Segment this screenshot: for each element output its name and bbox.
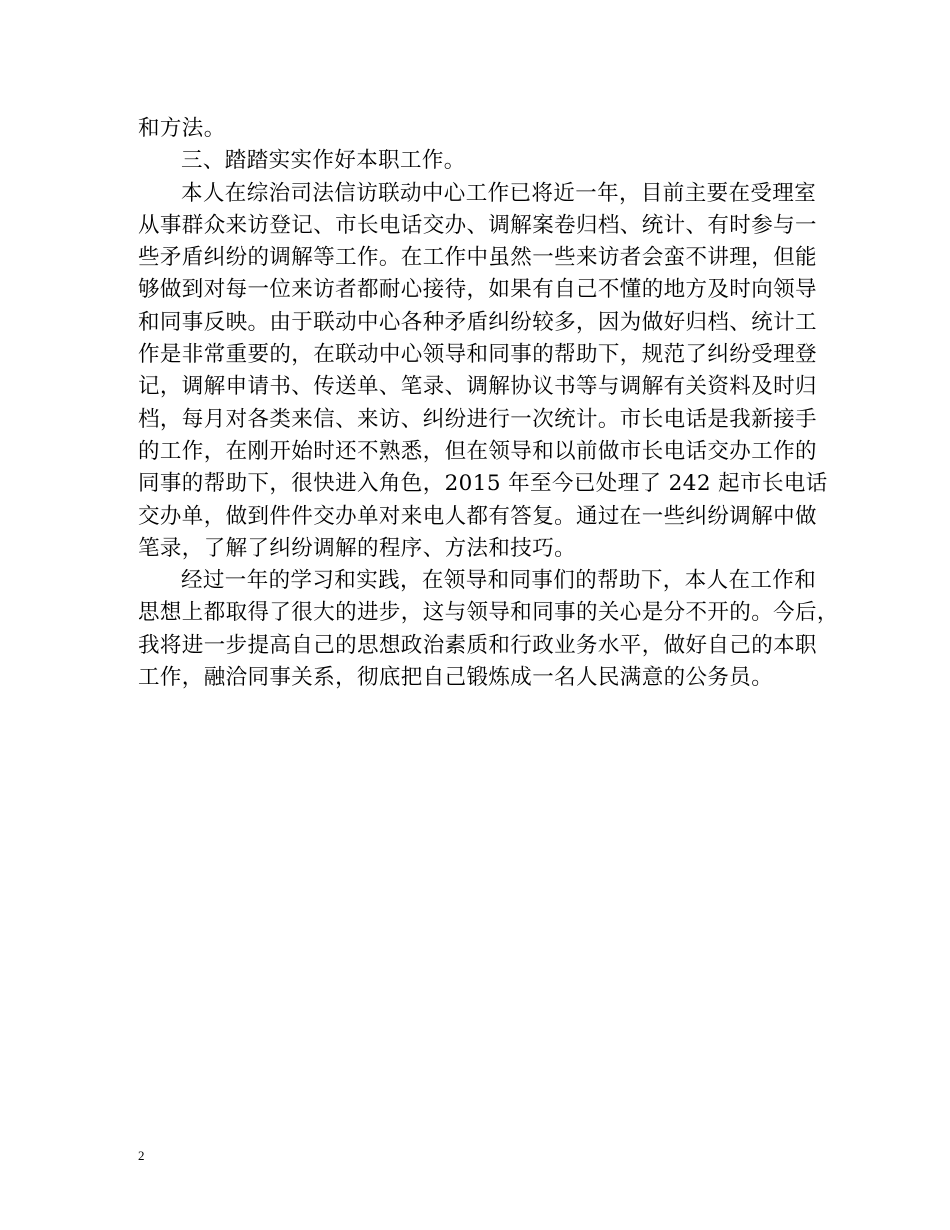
paragraph-1-line-5: 和同事反映。由于联动中心各种矛盾纠纷较多，因为做好归档、统计工 — [138, 309, 817, 335]
text-line-1: 和方法。 — [138, 116, 226, 141]
paragraph-1-line-8: 档，每月对各类来信、来访、纠纷进行一次统计。市长电话是我新接手 — [138, 406, 817, 432]
paragraph-1-line-3: 些矛盾纠纷的调解等工作。在工作中虽然一些来访者会蛮不讲理，但能 — [138, 245, 817, 271]
paragraph-2-line-1: 经过一年的学习和实践，在领导和同事们的帮助下，本人在工作和 — [181, 568, 817, 594]
paragraph-1-line-1: 本人在综治司法信访联动中心工作已将近一年，目前主要在受理室 — [181, 180, 817, 206]
paragraph-1-line-10: 同事的帮助下，很快进入角色，2015 年至今已处理了 242 起市长电话 — [138, 471, 828, 497]
paragraph-1-line-12: 笔录，了解了纠纷调解的程序、方法和技巧。 — [138, 535, 577, 561]
page-number: 2 — [138, 1148, 145, 1163]
document-body — [138, 113, 839, 694]
paragraph-2-line-2: 思想上都取得了很大的进步，这与领导和同事的关心是分不开的。今后， — [138, 600, 839, 626]
paragraph-1-line-7: 记，调解申请书、传送单、笔录、调解协议书等与调解有关资料及时归 — [138, 374, 817, 400]
paragraph-1-line-9: 的工作，在刚开始时还不熟悉，但在领导和以前做市长电话交办工作的 — [138, 438, 817, 464]
paragraph-2-line-3: 我将进一步提高自己的思想政治素质和行政业务水平，做好自己的本职 — [138, 632, 817, 658]
paragraph-1-line-4: 够做到对每一位来访者都耐心接待，如果有自己不懂的地方及时向领导 — [138, 277, 817, 303]
section-heading: 三、踏踏实实作好本职工作。 — [181, 148, 466, 174]
paragraph-2-line-4: 工作，融洽同事关系，彻底把自己锻炼成一名人民满意的公务员。 — [138, 665, 774, 691]
paragraph-1-line-2: 从事群众来访登记、市长电话交办、调解案卷归档、统计、有时参与一 — [138, 212, 817, 238]
paragraph-1-line-6: 作是非常重要的，在联动中心领导和同事的帮助下，规范了纠纷受理登 — [138, 342, 817, 368]
paragraph-1-line-11: 交办单，做到件件交办单对来电人都有答复。通过在一些纠纷调解中做 — [138, 503, 817, 529]
